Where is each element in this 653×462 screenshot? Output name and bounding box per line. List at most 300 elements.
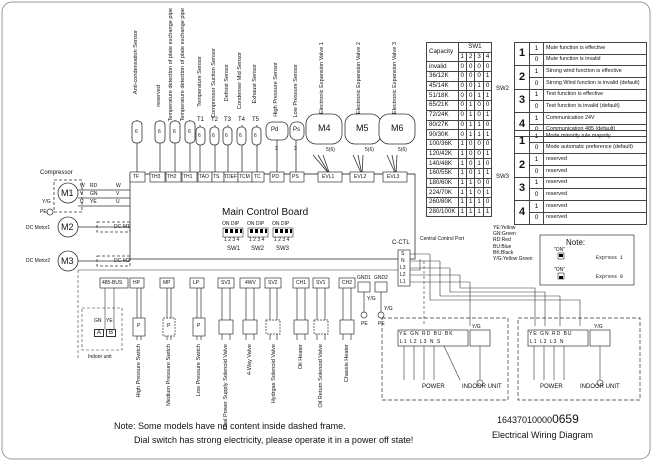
gnd2-label: GND2	[374, 275, 388, 281]
sensor-plate-exchange-1: Temperature detection of plate exchange pipe	[168, 8, 174, 122]
gnd1-yg: Y/G	[367, 296, 376, 302]
terminal-evl1: EVL1	[322, 174, 335, 180]
terminal-tc: TC	[254, 174, 261, 180]
bus-gn: GN	[94, 318, 102, 324]
compressor-pe: PE	[40, 209, 47, 215]
switch-description: reserved	[544, 177, 647, 189]
cctl-label: C-CTL	[392, 240, 410, 246]
switch-value: 0	[530, 166, 544, 178]
capacity-row	[427, 149, 492, 159]
switch-description: Communication 24V	[544, 113, 647, 125]
sw1-bit: 1	[466, 178, 474, 188]
sw1-bit: 1	[458, 159, 466, 169]
sw3-row	[515, 142, 647, 154]
note-line-1: Note: Some models have no content inside dashed frame.	[114, 421, 346, 431]
mp-switch-symbol: P	[167, 323, 171, 329]
switch-value: 1	[530, 201, 544, 213]
terminal-4wv: 4WV	[245, 280, 256, 286]
capacity-row	[427, 207, 492, 217]
sw1-bit: 1	[475, 207, 483, 217]
switch-number: 4	[515, 113, 530, 136]
oil-return-valve-label: Oil Return Solenoid Valve	[318, 344, 324, 408]
sw2-row	[515, 54, 647, 66]
terminal-tao: TAO	[199, 174, 209, 180]
sw1-bit: 1	[466, 198, 474, 208]
t4-label: T4	[238, 117, 246, 123]
capacity-row	[427, 101, 492, 111]
indoor-unit-label: Indoor unit	[88, 354, 112, 360]
eev1-pins: 5(6)	[326, 147, 335, 153]
sw2-row	[515, 89, 647, 101]
sw3-row	[515, 189, 647, 201]
sw1-bit: 1	[483, 72, 491, 82]
sw1-bit: 0	[466, 149, 474, 159]
note-express-1: Express 1	[596, 255, 624, 261]
dip-sw3-nums: 1 2 3 4	[274, 237, 290, 243]
capacity-row	[427, 110, 492, 120]
sw1-bit: 0	[475, 178, 483, 188]
board-title: Main Control Board	[222, 207, 309, 218]
sw3-label: SW3	[496, 174, 510, 180]
sensor-exhaust: Exhaust Sensor	[252, 64, 258, 104]
dip-sw3-label[interactable]: SW3	[276, 246, 290, 252]
sw2-table	[514, 42, 647, 137]
sw1-bit: 1	[458, 198, 466, 208]
switch-number: 2	[515, 66, 530, 89]
capacity-row	[427, 62, 492, 72]
sw3-row	[515, 154, 647, 166]
terminal-pd: PD	[272, 174, 279, 180]
sw1-bit: 0	[475, 110, 483, 120]
m6-label: M6	[391, 123, 404, 133]
capacity-row	[427, 168, 492, 178]
eev2-pins: 5(6)	[365, 147, 374, 153]
sw1-bit: 0	[483, 178, 491, 188]
capacity-row	[427, 130, 492, 140]
gnd2-yg: Y/G	[384, 306, 393, 312]
t5-label: T5	[252, 117, 260, 123]
terminal-evl2: EVL2	[354, 174, 367, 180]
sensor-high-pressure: High Pressure Sensor	[273, 62, 279, 117]
capacity-value: 36/12K	[427, 72, 459, 82]
sw1-bit: 1	[475, 168, 483, 178]
dc-m2-terminal: DC-M2	[114, 258, 130, 264]
capacity-value: 224/70K	[427, 188, 459, 198]
sw1-bit: 0	[483, 198, 491, 208]
pe-gnd1: PE	[361, 321, 368, 327]
switch-value: 0	[530, 54, 544, 66]
sw3-row	[515, 166, 647, 178]
terminal-w: W	[116, 183, 121, 189]
wire-rd: RD	[90, 183, 98, 189]
terminal-tcm: TCM	[239, 174, 250, 180]
capacity-value: 100/36K	[427, 139, 459, 149]
dip-sw1-nums: 1 2 3 4	[224, 237, 240, 243]
sw1-bit: 0	[475, 188, 483, 198]
sensor-condenser-mid: Condenser Mid Sensor	[237, 52, 243, 110]
power-left-terms2: L1 L2 L3 N S	[400, 339, 442, 345]
switch-description: Mute function is invalid	[544, 54, 647, 66]
sw1-bit: 1	[466, 130, 474, 140]
wire-w: W	[80, 183, 85, 189]
terminal-th3: TH3	[151, 174, 161, 180]
sw1-bit: 1	[475, 130, 483, 140]
note-on-1: "ON"	[554, 247, 566, 253]
legend-item: YE:Yellow	[493, 225, 516, 231]
wire-ye: YE	[90, 199, 97, 205]
dip-sw2-label[interactable]: SW2	[251, 246, 265, 252]
sw1-bit: 1	[475, 81, 483, 91]
power-left-terms: YE GN RD BU BK	[399, 331, 454, 337]
capacity-value: 80/27K	[427, 120, 459, 130]
sw1-bit: 0	[458, 130, 466, 140]
terminal-ch2: CH2	[342, 280, 353, 286]
capacity-value: 260/80K	[427, 198, 459, 208]
legend-item: BU:Blue	[493, 243, 512, 250]
dip-sw1-on: ON DIP	[222, 221, 240, 227]
pin-count: 6	[239, 133, 242, 139]
central-port-label: Central Control Port	[420, 236, 465, 242]
sw1-bit: 1	[483, 188, 491, 198]
legend-item: RD:Red	[493, 237, 511, 244]
bus-ye: YE	[106, 318, 113, 324]
terminal-tf: TF	[133, 174, 140, 180]
switch-description: reserved	[544, 212, 647, 224]
legend-item: GN:Green	[493, 231, 516, 238]
sw1-bit: 0	[483, 120, 491, 130]
pd-label: Pd	[271, 127, 279, 133]
terminal-sv2: SV2	[268, 280, 278, 286]
terminal-ch1: CH1	[296, 280, 307, 286]
capacity-row	[427, 159, 492, 169]
sw1-bit: 1	[466, 207, 474, 217]
wire-u: U	[80, 199, 84, 205]
m4-label: M4	[318, 123, 331, 133]
sw1-bit: 1	[458, 178, 466, 188]
capacity-value: invalid	[427, 62, 459, 72]
indoor-right-label: INDOOR UNIT	[580, 384, 620, 390]
switch-description: Communication 485 (default)	[544, 124, 647, 136]
diagram-title: Electrical Wiring Diagram	[492, 430, 594, 440]
sw1-bit: 0	[475, 139, 483, 149]
pin-count: 6	[225, 133, 228, 139]
sw1-bit: 0	[466, 62, 474, 72]
sw1-bit: 1	[466, 110, 474, 120]
capacity-value: 51/18K	[427, 91, 459, 101]
terminal-mp: MP	[163, 280, 171, 286]
sensor-temperature: Temperature Sensor	[197, 56, 203, 107]
note-on-2: "ON"	[554, 267, 566, 273]
sw1-bit: 0	[466, 81, 474, 91]
switch-value: 1	[530, 131, 544, 143]
note-express-0: Express 0	[596, 274, 624, 280]
sensor-reserved: reserved	[156, 85, 162, 107]
dip-sw2-nums: 1 2 3 4	[249, 237, 265, 243]
sw1-bit: 0	[483, 81, 491, 91]
pin-count: 6	[173, 129, 176, 135]
eev3-pins: 5(6)	[398, 147, 407, 153]
capacity-table	[426, 42, 492, 217]
eev-2-label: Electronic Expansion Valve 2	[356, 42, 362, 115]
terminal-hp: HP	[133, 280, 140, 286]
sw1-bit: 0	[483, 101, 491, 111]
sw1-bit: 1	[466, 188, 474, 198]
cctl-pin-l1: L1	[400, 279, 406, 285]
capacity-row	[427, 81, 492, 91]
capacity-row	[427, 72, 492, 82]
switch-value: 1	[530, 113, 544, 125]
mp-switch-label: Medium Pressure Switch	[166, 344, 172, 406]
switch-number: 1	[515, 43, 530, 66]
terminal-v: V	[116, 191, 120, 197]
terminal-tdef: TDEF	[224, 174, 238, 180]
sw1-bit: 0	[475, 101, 483, 111]
m3-label: M3	[61, 256, 74, 266]
sw1-bit: 1	[483, 91, 491, 101]
switch-number: 3	[515, 177, 530, 200]
switch-description: Mute function is effective	[544, 43, 647, 55]
capacity-row	[427, 178, 492, 188]
sw1-bit: 1	[483, 149, 491, 159]
sw1-bit: 1	[483, 130, 491, 140]
switch-description: reserved	[544, 166, 647, 178]
switch-description: reserved	[544, 154, 647, 166]
power-left-yg: Y/G	[472, 324, 481, 330]
indoor-left-label: INDOOR UNIT	[462, 384, 502, 390]
t2-label: T2	[211, 117, 219, 123]
dc-motor1-label: DC Motor1	[26, 225, 51, 231]
cap-header: Capacity	[427, 43, 459, 62]
bus-a: A	[94, 329, 104, 337]
sensor-anti-condensation: Anti-condensation Sensor	[133, 30, 139, 95]
compressor-label: Compressor	[40, 170, 73, 176]
switch-number: 2	[515, 154, 530, 177]
switch-value: 1	[530, 66, 544, 78]
sw1-bit: 0	[475, 62, 483, 72]
power-right-label: POWER	[540, 384, 563, 390]
pin-count: 6	[212, 133, 215, 139]
eev-1-label: Electronic Expansion Valve 1	[319, 42, 325, 115]
t3-label: T3	[224, 117, 232, 123]
sw1-bit: 1	[483, 168, 491, 178]
capacity-row	[427, 139, 492, 149]
sw2-row	[515, 66, 647, 78]
switch-number: 1	[515, 131, 530, 154]
sw3-table	[514, 130, 647, 225]
switch-value: 1	[530, 154, 544, 166]
capacity-value: 90/30K	[427, 130, 459, 140]
sw1-bit: 1	[458, 149, 466, 159]
sensor-low-pressure: Low Pressure Sensor	[293, 64, 299, 118]
terminal-evl3: EVL3	[387, 174, 400, 180]
switch-description: Test function is effective	[544, 89, 647, 101]
gnd1-label: GND1	[357, 275, 371, 281]
sensor-defrost: Defrost Sensor	[224, 64, 230, 102]
terminal-u: U	[116, 199, 120, 205]
switch-description: Mode automatic preference (default)	[544, 142, 647, 154]
sw1-bit: 1	[458, 168, 466, 178]
capacity-row	[427, 188, 492, 198]
capacity-value: 160/55K	[427, 168, 459, 178]
sw1-bit: 0	[458, 110, 466, 120]
capacity-value: 280/100K	[427, 207, 459, 217]
capacity-value: 45/14K	[427, 81, 459, 91]
sw1-bit: 0	[483, 159, 491, 169]
capacity-value: 72/24K	[427, 110, 459, 120]
wire-v: V	[80, 191, 84, 197]
switch-value: 0	[530, 101, 544, 113]
capacity-value: 140/48K	[427, 159, 459, 169]
terminal-th1: TH1	[183, 174, 193, 180]
sw1-bit: 0	[466, 159, 474, 169]
switch-description: reserved	[544, 201, 647, 213]
sw2-row	[515, 78, 647, 90]
m5-label: M5	[356, 123, 369, 133]
sw2-label: SW2	[496, 86, 510, 92]
oil-heater-label: Oil Heater	[298, 344, 304, 370]
sw3-row	[515, 201, 647, 213]
diagram-code: 164370100000659	[497, 412, 579, 426]
dip-sw3-on: ON DIP	[272, 221, 290, 227]
sw1-bit: 0	[466, 168, 474, 178]
power-right-terms2: L1 L2 L3 N	[530, 339, 565, 345]
switch-number: 4	[515, 201, 530, 224]
legend	[493, 225, 533, 262]
power-right-terms: YE GN RD BU	[529, 331, 573, 337]
sw2-row	[515, 113, 647, 125]
switch-description: reserved	[544, 189, 647, 201]
m2-label: M2	[61, 222, 74, 232]
terminal-sv3: SV3	[221, 280, 231, 286]
dc-motor2-label: DC Motor2	[26, 258, 51, 264]
cap-col: 4	[483, 52, 491, 62]
cctl-pin-n: N	[401, 258, 405, 264]
dip-sw1-label[interactable]: SW1	[227, 246, 241, 252]
chassis-heater-label: Chassis Heater	[344, 344, 350, 383]
pd-pins: 3	[275, 146, 278, 152]
switch-description: Test function is invalid (default)	[544, 101, 647, 113]
switch-value: 1	[530, 89, 544, 101]
terminal-th2: TH2	[167, 174, 177, 180]
sw1-bit: 0	[475, 72, 483, 82]
pin-count: 6	[135, 129, 138, 135]
sw3-row	[515, 212, 647, 224]
sw1-bit: 1	[475, 91, 483, 101]
capacity-value: 180/60K	[427, 178, 459, 188]
terminal-485bus: 485-BUS	[102, 280, 123, 286]
switch-value: 1	[530, 43, 544, 55]
legend-item: BK:Black	[493, 249, 514, 256]
sw1-bit: 0	[458, 81, 466, 91]
sw1-bit: 0	[466, 139, 474, 149]
lp-switch-symbol: P	[197, 323, 201, 329]
terminal-sv1: SV1	[316, 280, 326, 286]
switch-value: 0	[530, 78, 544, 90]
switch-number: 3	[515, 89, 530, 112]
switch-value: 0	[530, 189, 544, 201]
note-line-2: Dial switch has strong electricity, please operate it in a power off state!	[134, 435, 414, 445]
cap-col: 1	[458, 52, 466, 62]
power-right-yg: Y/G	[594, 324, 603, 330]
hp-switch-label: High Pressure Switch	[136, 344, 142, 398]
compressor-yg: Y/G	[42, 199, 51, 205]
sw3-row	[515, 131, 647, 143]
sw1-bit: 0	[466, 72, 474, 82]
sw1-bit: 1	[475, 198, 483, 208]
sw1-bit: 1	[483, 110, 491, 120]
cctl-pin-s: S	[401, 251, 405, 257]
switch-value: 1	[530, 177, 544, 189]
sw1-bit: 1	[475, 120, 483, 130]
sw2-row	[515, 101, 647, 113]
pin-count: 6	[254, 133, 257, 139]
eev-3-label: Electronic Expansion Valve 3	[392, 42, 398, 115]
pe-gnd2: PE	[378, 321, 385, 327]
sw1-bit: 0	[458, 91, 466, 101]
sw1-bit: 0	[475, 149, 483, 159]
terminal-ps: PS	[292, 174, 299, 180]
sw1-bit: 1	[458, 207, 466, 217]
switch-value: 0	[530, 212, 544, 224]
capacity-row	[427, 91, 492, 101]
sw2-row	[515, 43, 647, 55]
terminal-ts: TS	[213, 174, 220, 180]
sw1-bit: 1	[458, 188, 466, 198]
legend-item: Y/G:Yellow Green	[493, 256, 533, 263]
lp-switch-label: Low Pressure Switch	[196, 344, 202, 397]
wire-gn: GN	[90, 191, 98, 197]
dip-sw2-on: ON DIP	[247, 221, 265, 227]
pin-count: 6	[188, 129, 191, 135]
capacity-row	[427, 120, 492, 130]
cctl-pin-l3: L3	[400, 265, 406, 271]
switch-value: 0	[530, 142, 544, 154]
switch-value: 0	[530, 124, 544, 136]
sw1-header: SW1	[458, 43, 492, 53]
sw1-bit: 0	[458, 72, 466, 82]
sw1-bit: 0	[466, 91, 474, 101]
switch-description: Mode minority rule majority	[544, 131, 647, 143]
sw1-bit: 0	[483, 139, 491, 149]
sw1-bit: 1	[458, 139, 466, 149]
cap-col: 2	[466, 52, 474, 62]
pin-count: 6	[198, 133, 201, 139]
capacity-value: 65/21K	[427, 101, 459, 111]
bus-b: B	[106, 329, 116, 337]
capacity-row	[427, 198, 492, 208]
t1-label: T1	[197, 117, 205, 123]
sw3-row	[515, 177, 647, 189]
hp-switch-symbol: P	[137, 323, 141, 329]
power-left-label: POWER	[422, 384, 445, 390]
capacity-value: 120/42K	[427, 149, 459, 159]
sw1-bit: 1	[466, 101, 474, 111]
sw1-bit: 1	[483, 207, 491, 217]
cap-col: 3	[475, 52, 483, 62]
sw1-bit: 0	[483, 62, 491, 72]
sw1-bit: 1	[475, 159, 483, 169]
switch-description: Strong wind function is effective	[544, 66, 647, 78]
switch-description: Strong Wind function is invalid (default)	[544, 78, 647, 90]
cctl-pin-l2: L2	[400, 272, 406, 278]
sw1-bit: 1	[466, 120, 474, 130]
dual-power-valve-label: Dual Power Supply Solenoid Valve	[223, 344, 229, 431]
sw1-bit: 0	[458, 62, 466, 72]
ps-pins: 3	[294, 146, 297, 152]
sw1-bit: 0	[458, 101, 466, 111]
4way-valve-label: 4-Way Valve	[247, 344, 253, 376]
sensor-compressor-suction: Compressor Suction Sensor	[211, 48, 217, 118]
